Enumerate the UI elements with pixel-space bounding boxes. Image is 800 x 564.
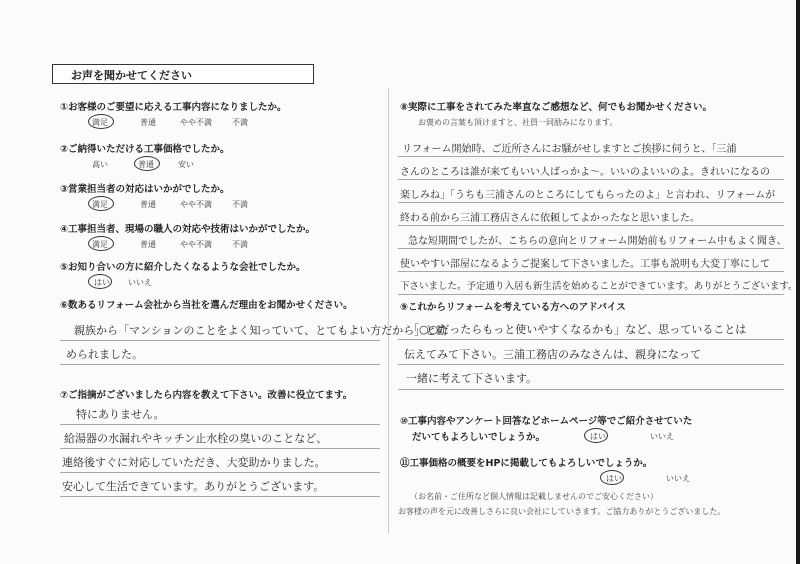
q2-option-2: 普通 [138, 160, 154, 169]
q2-selected-circle [134, 156, 160, 171]
q3-option-2: 普通 [140, 200, 156, 209]
q6-question: ⑥数あるリフォーム会社から当社を選んだ理由をお聞かせください。 [60, 300, 353, 311]
q8-answer-line-6: 使いやすい部屋になるようご提案して下さいました。工事も説明も大変丁寧にして [400, 259, 770, 270]
q7-rule-3 [60, 472, 380, 473]
q7-answer-line-4: 安心して生活できています。ありがとうございます。 [62, 480, 325, 493]
q8-rule-3 [398, 202, 784, 203]
footer-thanks: お客様の声を元に改善しさらに良い会社にしていきます。ご協力ありがとうございました。 [398, 507, 726, 516]
q4-option-3: やや不満 [180, 240, 212, 249]
q9-question: ⑨これからリフォームを考えている方へのアドバイス [400, 302, 626, 313]
q9-answer-line-2: 伝えてみて下さい。三浦工務店のみなさんは、親身になって [404, 348, 701, 361]
q3-option-4: 不満 [232, 200, 248, 209]
q8-rule-2 [398, 179, 784, 180]
q8-answer-line-7: 下さいました。予定通り入居も新生活を始めることができています。ありがとうございます。 [400, 281, 798, 292]
q8-answer-line-4: 終わる前から三浦工務店さんに依頼してよかったなと思いました。 [400, 213, 700, 224]
q3-selected-circle [88, 196, 114, 211]
q1-option-1: 満足 [92, 118, 108, 127]
q5-option-1: はい [94, 278, 110, 287]
q3-option-1: 満足 [92, 200, 108, 209]
q7-question: ⑦ご指摘がございましたら内容を教えて下さい。改善に役立てます。 [60, 390, 353, 401]
q10-option-2: いいえ [650, 432, 674, 441]
q6-rule-2 [60, 364, 380, 365]
q6-rule-1 [60, 340, 380, 341]
q3-option-3: やや不満 [180, 200, 212, 209]
q8-answer-line-3: 楽しみね」「うちも三浦さんのところにしてもらったのよ」と言われ、リフォームが [400, 190, 776, 201]
q4-option-2: 普通 [140, 240, 156, 249]
footer-privacy-note: （お名前・ご住所など個人情報は記載しませんのでご安心ください） [410, 492, 658, 501]
q6-answer-line-2: められました。 [66, 348, 143, 361]
header-box [52, 64, 314, 84]
q7-rule-2 [60, 448, 380, 449]
q11-selected-circle [600, 470, 624, 485]
q9-rule-1 [398, 339, 784, 340]
q11-option-2: いいえ [666, 474, 690, 483]
q7-rule-1 [60, 424, 380, 425]
q10-selected-circle [584, 428, 608, 443]
q7-rule-4 [60, 496, 380, 497]
q2-question: ②ご納得いただける工事価格でしたか。 [60, 144, 230, 155]
header-title: お声を聞かせてください [71, 69, 192, 82]
q9-answer-line-3: 一緒に考えて下さいます。 [406, 372, 538, 385]
q8-answer-line-1: リフォーム開始時、ご近所さんにお騒がせしますとご挨拶に伺うと、「三浦 [402, 144, 737, 155]
q11-question: ⑪工事価格の概要をHPに掲載してもよろしいでしょうか。 [400, 458, 653, 469]
q8-answer-line-5: 急な短期間でしたが、こちらの意向とリフォーム開始前もリフォーム中もよく聞き、 [408, 236, 787, 247]
q5-question: ⑤お知り合いの方に紹介したくなるような会社でしたか。 [60, 262, 306, 273]
q1-question: ①お客様のご要望に応える工事内容になりましたか。 [60, 102, 287, 113]
q8-note: お褒めの言葉も頂けますと、社員一同励みになります。 [418, 118, 618, 127]
q9-rule-3 [398, 389, 784, 390]
q4-selected-circle [88, 236, 114, 251]
q4-question: ④工事担当者、現場の職人の対応や技術はいかがでしたか。 [60, 224, 316, 235]
q8-rule-6 [398, 271, 784, 272]
q8-rule-7 [398, 294, 784, 295]
q7-answer-line-1: 特にありません。 [76, 408, 165, 421]
q10-option-1: はい [590, 432, 606, 441]
q1-option-4: 不満 [232, 118, 248, 127]
q8-rule-5 [398, 248, 784, 249]
q4-option-4: 不満 [232, 240, 248, 249]
column-divider [388, 88, 389, 533]
q1-option-2: 普通 [140, 118, 156, 127]
q1-selected-circle [88, 114, 114, 129]
q7-answer-line-3: 連絡後すぐに対応していただき、大変助かりました。 [62, 456, 326, 469]
q9-answer-line-1: 「○○だったらもっと使いやすくなるかも」など、思っていることは [408, 323, 747, 336]
q8-answer-line-2: さんのところは誰が来てもいい人ばっかよ～。いいのよいいのよ。きれいになるの [400, 167, 770, 178]
q9-rule-2 [398, 364, 784, 365]
q8-question: ⑧実際に工事をされてみた率直なご感想など、何でもお聞かせください。 [400, 102, 713, 113]
q5-selected-circle [88, 274, 112, 289]
q5-option-2: いいえ [128, 278, 152, 287]
q11-option-1: はい [606, 474, 622, 483]
q2-option-1: 高い [92, 160, 108, 169]
q2-option-3: 安い [178, 160, 194, 169]
q6-answer-line-1: 親族から「マンションのことをよく知っていて、とてもよい方だから」と勧 [74, 324, 448, 337]
q8-rule-1 [398, 156, 784, 157]
q10-question-line-2: だいてもよろしいでしょうか。 [412, 432, 546, 443]
q1-option-3: やや不満 [180, 118, 212, 127]
q10-question-line-1: ⑩工事内容やアンケート回答などホームページ等でご紹介させていた [400, 416, 693, 427]
q7-answer-line-2: 給湯器の水漏れやキッチン止水栓の臭いのことなど、 [64, 432, 328, 445]
q8-rule-4 [398, 225, 784, 226]
q3-question: ③営業担当者の対応はいかがでしたか。 [60, 184, 230, 195]
q4-option-1: 満足 [92, 240, 108, 249]
